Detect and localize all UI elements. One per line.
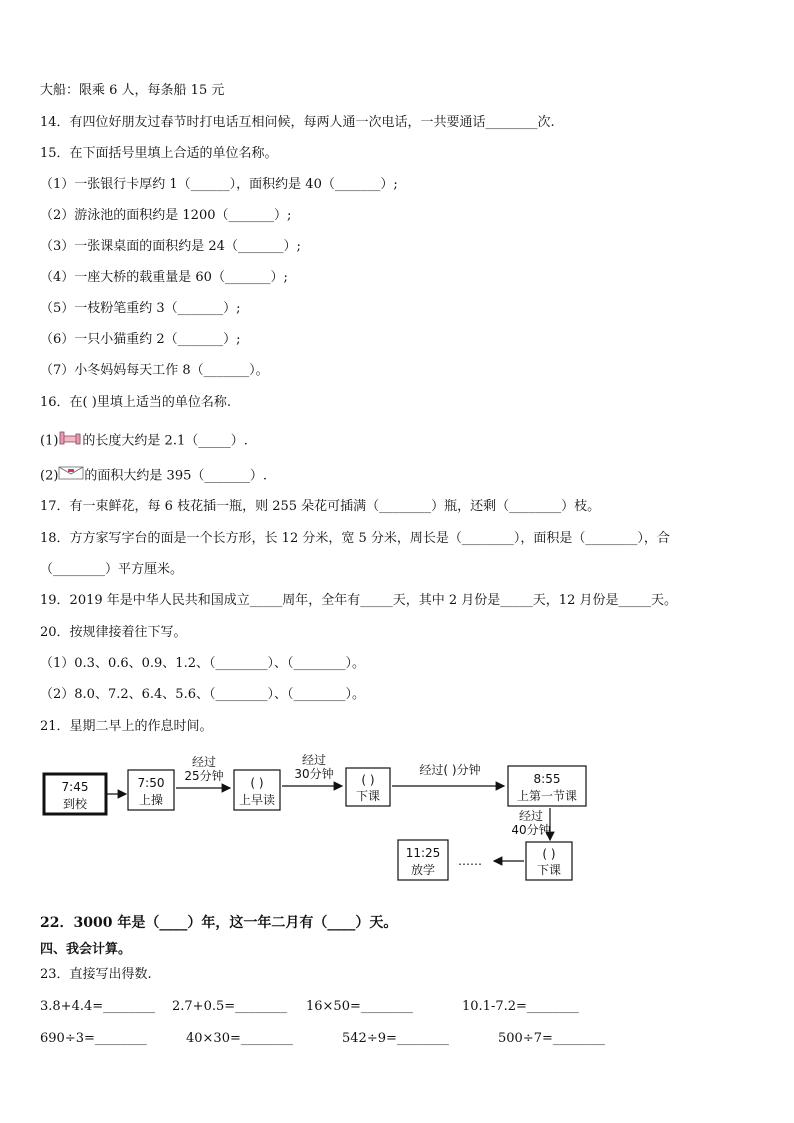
exercise-time: 7:50	[137, 776, 165, 790]
box-dismiss-2	[526, 842, 572, 880]
q20-item-1: （1）0.3、0.6、0.9、1.2、（________）、（________）。	[40, 656, 365, 671]
question-17: 17．有一束鲜花，每 6 枝花插一瓶，则 255 朵花可插满（________）瓶，还剩（________）枝。	[40, 499, 601, 514]
calc-item: 2.7+0.5=________	[172, 999, 288, 1014]
schedule-flow-diagram	[38, 752, 598, 884]
q15-item-2: （2）游泳池的面积约是 1200（_______）;	[40, 208, 292, 223]
question-20: 20．按规律接着往下写。	[40, 625, 187, 640]
calc-item: 16×50=________	[306, 999, 413, 1014]
dismiss-1-label: 下课	[355, 789, 381, 803]
box-leave-school	[398, 840, 448, 880]
leave-label: 放学	[410, 863, 436, 877]
question-14: 14．有四位好朋友过春节时打电话互相问候，每两人通一次电话，一共要通话________次.	[40, 115, 555, 130]
ellipsis-dots: ……	[458, 854, 482, 868]
arrow-3-top-label: 经过	[301, 753, 327, 767]
arrow-5-bottom-label: 40分钟	[511, 823, 551, 837]
dismiss-2-blank: ( )	[542, 847, 556, 861]
q15-item-3: （3）一张课桌面的面积约是 24（_______）;	[40, 239, 301, 254]
first-class-label: 上第一节课	[516, 789, 578, 803]
calc-item: 500÷7=________	[498, 1031, 605, 1046]
box-dismiss-1	[346, 768, 390, 806]
q15-item-5: （5）一枝粉笔重约 3（_______）;	[40, 301, 241, 316]
section-4-heading: 四、我会计算。	[40, 942, 132, 957]
q16-item-2-text: 的面积大约是 395（_______）.	[84, 468, 267, 484]
arrow-3-bottom-label: 30分钟	[294, 767, 334, 781]
dismiss-1-blank: ( )	[361, 773, 375, 787]
arrow-5-top-label: 经过	[518, 809, 544, 823]
question-18-continued: （________）平方厘米。	[40, 562, 184, 577]
question-15: 15．在下面括号里填上合适的单位名称。	[40, 146, 278, 161]
bed-icon	[58, 430, 82, 452]
box-exercise	[128, 770, 174, 810]
q16-item-2-prefix: (2)	[40, 468, 59, 484]
arrive-label: 到校	[62, 797, 88, 811]
arrow-4-label: 经过( )分钟	[419, 763, 481, 777]
q15-item-1: （1）一张银行卡厚约 1（______），面积约是 40（_______）;	[40, 177, 398, 192]
q20-item-2: （2）8.0、7.2、6.4、5.6、（________）、（________）。	[40, 687, 365, 702]
q16-item-1	[40, 430, 248, 452]
q15-item-7: （7）小冬妈妈每天工作 8（_______）。	[40, 363, 269, 378]
q15-item-6: （6）一只小猫重约 2（_______）;	[40, 332, 241, 347]
reading-blank: ( )	[250, 776, 264, 790]
calc-item: 10.1-7.2=________	[462, 999, 579, 1014]
question-21: 21．星期二早上的作息时间。	[40, 719, 213, 734]
text-line: 大船：限乘 6 人，每条船 15 元	[40, 83, 225, 98]
question-16: 16．在( )里填上适当的单位名称.	[40, 395, 231, 410]
calc-item: 542÷9=________	[342, 1031, 449, 1046]
exercise-label: 上操	[138, 793, 164, 807]
arrow-2-bottom-label: 25分钟	[184, 769, 224, 783]
calc-item: 40×30=________	[186, 1031, 293, 1046]
first-class-time: 8:55	[533, 772, 561, 786]
question-19: 19．2019 年是中华人民共和国成立_____周年，全年有_____天，其中 2 月份是_____天，12 月份是_____天。	[40, 593, 677, 608]
box-arrive-school	[44, 774, 106, 814]
q16-item-1-prefix: (1)	[40, 433, 59, 449]
dismiss-2-label: 下课	[536, 863, 562, 877]
leave-time: 11:25	[405, 846, 441, 860]
q15-item-4: （4）一座大桥的载重量是 60（_______）;	[40, 270, 288, 285]
question-18: 18．方方家写字台的面是一个长方形，长 12 分米，宽 5 分米，周长是（________），面积是（________），合	[40, 531, 670, 546]
envelope-icon	[58, 466, 84, 486]
reading-label: 上早读	[238, 793, 276, 807]
q16-item-1-text: 的长度大约是 2.1（_____）.	[82, 433, 248, 449]
box-first-class	[508, 766, 586, 806]
question-23: 23．直接写出得数.	[40, 967, 152, 982]
calc-item: 3.8+4.4=________	[40, 999, 156, 1014]
calc-item: 690÷3=________	[40, 1031, 147, 1046]
box-morning-reading	[234, 770, 280, 810]
q16-item-2	[40, 466, 267, 486]
arrow-2-top-label: 经过	[191, 755, 217, 769]
question-22: 22．3000 年是（____）年，这一年二月有（____）天。	[40, 915, 398, 931]
arrive-time: 7:45	[61, 780, 89, 794]
